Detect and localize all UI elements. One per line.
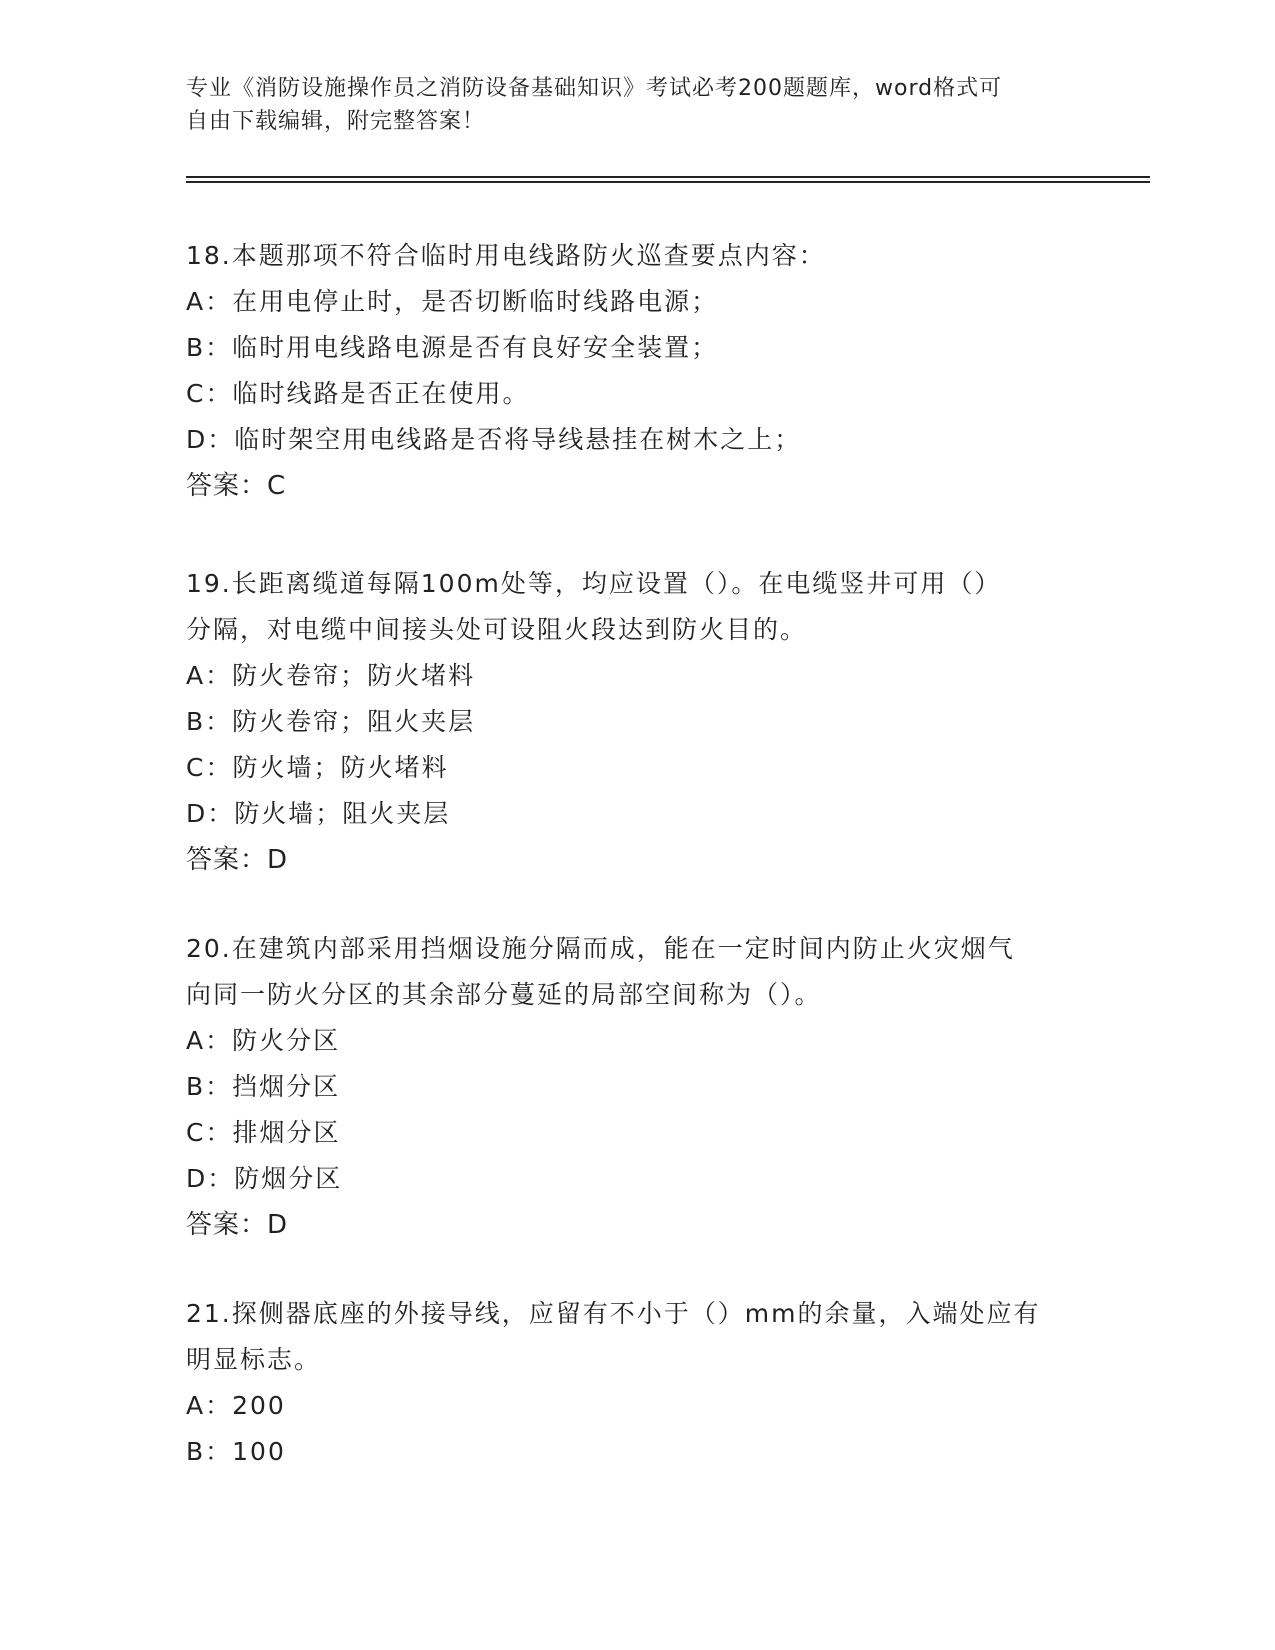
answer: 答案：C <box>186 471 287 501</box>
answer: 答案：D <box>186 845 289 875</box>
option-b: B：100 <box>186 1437 286 1466</box>
header-divider-bottom <box>186 181 1150 183</box>
option-d: D：防烟分区 <box>186 1164 343 1193</box>
question-text-continued: 向同一防火分区的其余部分蔓延的局部空间称为（）。 <box>186 980 822 1009</box>
question-text: 18.本题那项不符合临时用电线路防火巡查要点内容： <box>186 241 826 270</box>
question-text: 21.探侧器底座的外接导线，应留有不小于（）mm的余量，入端处应有 <box>186 1299 1041 1328</box>
option-a: A：防火分区 <box>186 1026 341 1055</box>
question-text-continued: 明显标志。 <box>186 1345 322 1374</box>
option-b: B：临时用电线路电源是否有良好安全装置； <box>186 333 719 362</box>
option-b: B：防火卷帘；阻火夹层 <box>186 707 476 736</box>
question-19 <box>186 561 1086 883</box>
answer: 答案：D <box>186 1210 289 1240</box>
option-c: C：临时线路是否正在使用。 <box>186 379 530 408</box>
question-text: 19.长距离缆道每隔100m处等，均应设置（）。在电缆竖井可用（） <box>186 569 1002 598</box>
option-d: D：临时架空用电线路是否将导线悬挂在树木之上； <box>186 425 802 454</box>
option-a: A：防火卷帘；防火堵料 <box>186 661 476 690</box>
header-line-1: 专业《消防设施操作员之消防设备基础知识》考试必考200题题库，word格式可 <box>186 76 1003 101</box>
question-text-continued: 分隔，对电缆中间接头处可设阻火段达到防火目的。 <box>186 615 808 644</box>
option-c: C：防火墙；防火堵料 <box>186 753 449 782</box>
option-c: C：排烟分区 <box>186 1118 341 1147</box>
option-a: A：200 <box>186 1391 286 1420</box>
option-d: D：防火墙；阻火夹层 <box>186 799 451 828</box>
document-header <box>186 72 1086 138</box>
question-18 <box>186 233 1086 509</box>
question-21 <box>186 1291 1086 1475</box>
header-line-2: 自由下载编辑，附完整答案！ <box>186 109 486 134</box>
question-text: 20.在建筑内部采用挡烟设施分隔而成，能在一定时间内防止火灾烟气 <box>186 934 1015 963</box>
option-a: A：在用电停止时，是否切断临时线路电源； <box>186 287 719 316</box>
question-20 <box>186 926 1086 1248</box>
option-b: B：挡烟分区 <box>186 1072 341 1101</box>
header-divider-top <box>186 176 1150 178</box>
